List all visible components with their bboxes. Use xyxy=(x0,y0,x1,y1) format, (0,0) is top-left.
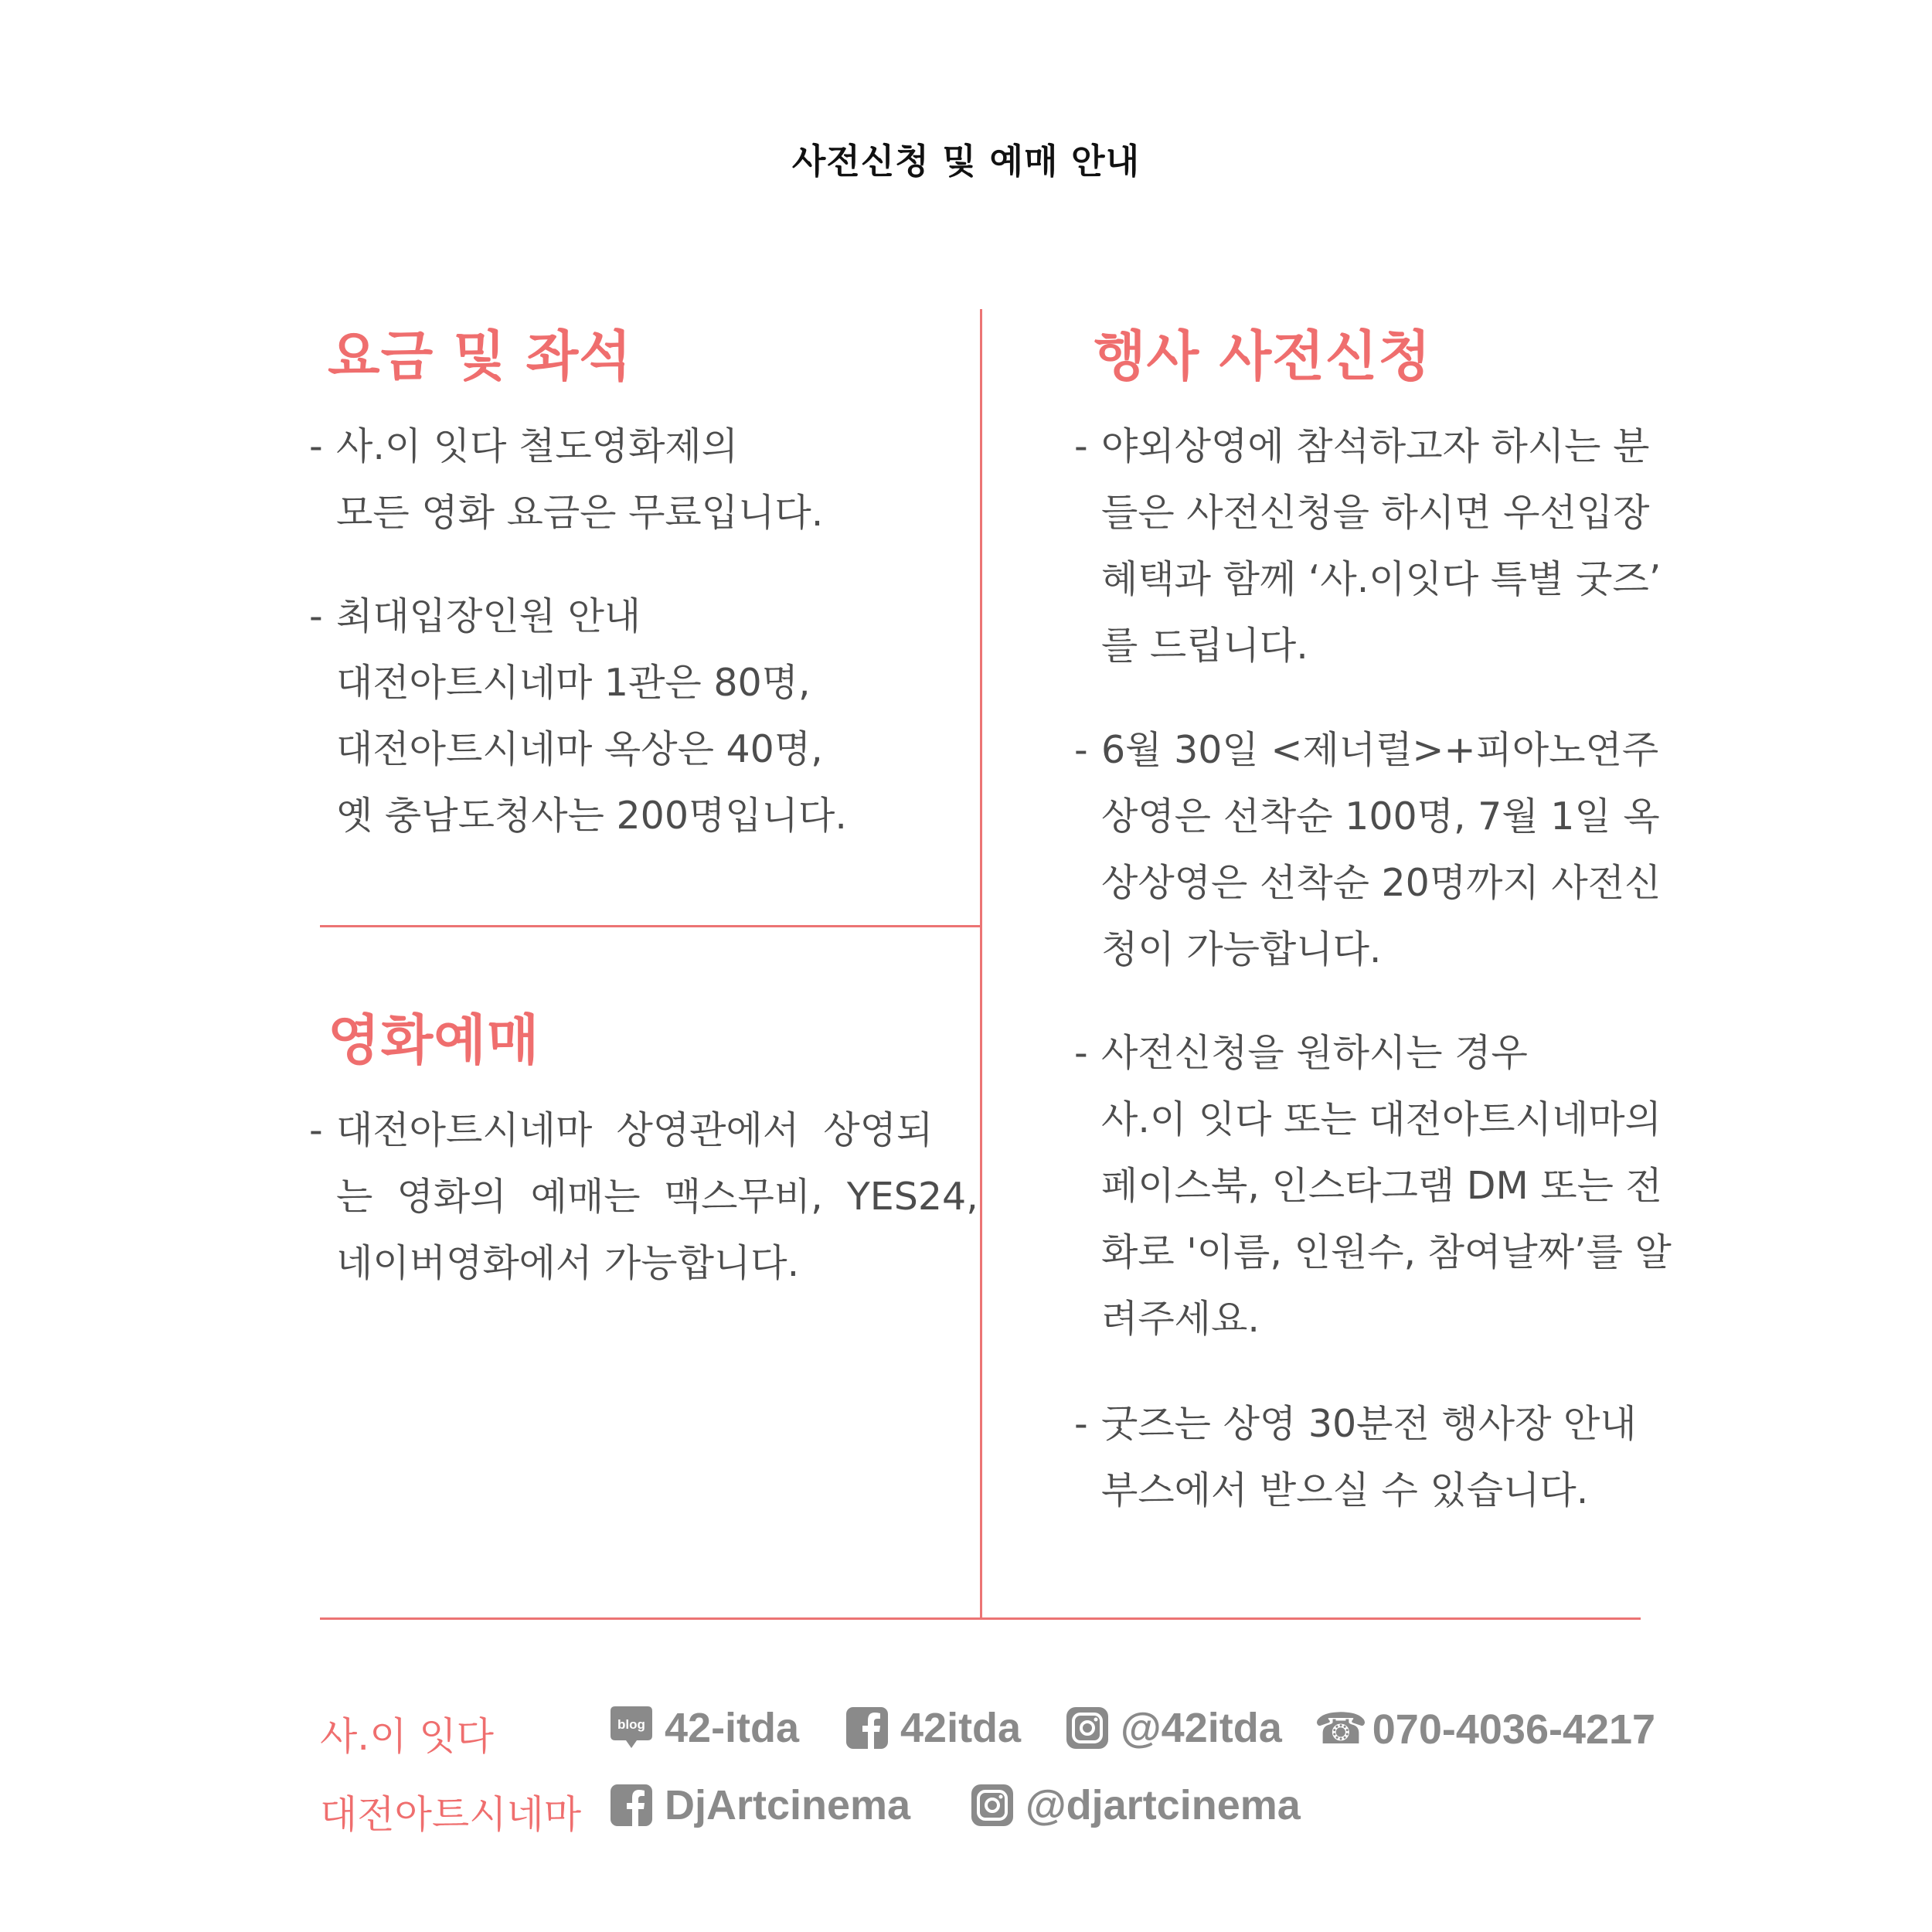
item-line: 를 드립니다. xyxy=(1101,624,1308,668)
item-line: 굿즈는 상영 30분전 행사장 안내 xyxy=(1101,1402,1637,1446)
org2-name: 대전아트시네마 xyxy=(320,1792,582,1837)
org2-facebook-link[interactable] xyxy=(609,1781,910,1829)
event-item-2 xyxy=(1074,717,1661,983)
event-item-3 xyxy=(1074,1020,1672,1352)
center-divider xyxy=(980,309,982,1619)
org1-phone[interactable] xyxy=(1314,1704,1655,1754)
item-dash: - xyxy=(309,424,323,468)
item-line: 6월 30일 <제너럴>+피아노연주 xyxy=(1101,728,1659,772)
contact-text: 42-itda xyxy=(665,1705,800,1751)
item-line: 부스에서 받으실 수 있습니다. xyxy=(1101,1468,1589,1512)
fees-item-1 xyxy=(309,413,823,546)
contact-text: 070-4036-4217 xyxy=(1372,1706,1656,1753)
item-line: 페이스북, 인스타그램 DM 또는 전 xyxy=(1101,1164,1662,1208)
item-line: 는 영화의 예매는 맥스무비, YES24, xyxy=(336,1175,978,1219)
event-item-1 xyxy=(1074,413,1661,679)
item-line: 상상영은 선착순 20명까지 사전신 xyxy=(1101,861,1662,905)
booking-heading: 영화예매 xyxy=(328,1009,540,1072)
blog-icon xyxy=(609,1705,654,1751)
bottom-divider xyxy=(320,1617,1641,1620)
item-line: 네이버영화에서 가능합니다. xyxy=(336,1241,800,1285)
item-line: 사.이 잇다 또는 대전아트시네마의 xyxy=(1101,1097,1662,1141)
item-line: 대전아트시네마 1관은 80명, xyxy=(336,661,811,705)
instagram-icon xyxy=(970,1782,1015,1828)
item-line: 옛 충남도청사는 200명입니다. xyxy=(336,794,847,838)
org1-blog-link[interactable] xyxy=(609,1704,799,1752)
phone-icon: ☎ xyxy=(1314,1704,1368,1754)
item-line: 화로 '이름, 인원수, 참여날짜’를 알 xyxy=(1101,1230,1672,1274)
item-line: 려주세요. xyxy=(1101,1297,1260,1341)
org1-name: 사.이 잇다 xyxy=(320,1714,494,1759)
event-heading: 행사 사전신청 xyxy=(1094,325,1432,388)
contact-text: @42itda xyxy=(1121,1705,1282,1751)
fees-heading: 요금 및 좌석 xyxy=(328,325,632,388)
item-dash: - xyxy=(1074,1031,1088,1075)
page-title: 사전신청 및 예매 안내 xyxy=(791,141,1141,182)
org1-facebook-link[interactable] xyxy=(845,1704,1021,1752)
item-dash: - xyxy=(309,1108,323,1152)
item-line: 모든 영화 요금은 무료입니다. xyxy=(336,491,824,535)
blog-badge-text: blog xyxy=(617,1717,645,1732)
event-item-4 xyxy=(1074,1391,1637,1524)
org1-instagram-link[interactable] xyxy=(1065,1704,1282,1752)
item-line: 사전신청을 원하시는 경우 xyxy=(1101,1031,1528,1075)
item-dash: - xyxy=(1074,424,1088,468)
item-line: 대전아트시네마 상영관에서 상영되 xyxy=(336,1108,934,1152)
facebook-icon xyxy=(609,1782,654,1828)
item-dash: - xyxy=(309,594,323,638)
facebook-icon xyxy=(845,1705,889,1751)
instagram-icon xyxy=(1065,1705,1110,1751)
item-line: 야외상영에 참석하고자 하시는 분 xyxy=(1101,424,1650,468)
contact-text: 42itda xyxy=(900,1705,1022,1751)
booking-item-1 xyxy=(309,1097,978,1297)
org2-instagram-link[interactable] xyxy=(970,1781,1301,1829)
item-line: 대전아트시네마 옥상은 40명, xyxy=(336,727,823,771)
fees-item-2 xyxy=(309,583,847,849)
section-divider xyxy=(320,925,982,927)
item-line: 들은 사전신청을 하시면 우선입장 xyxy=(1101,491,1650,535)
item-line: 최대입장인원 안내 xyxy=(336,594,641,638)
item-line: 사.이 잇다 철도영화제의 xyxy=(336,424,739,468)
item-line: 청이 가능합니다. xyxy=(1101,927,1382,971)
item-dash: - xyxy=(1074,1402,1088,1446)
item-line: 상영은 선착순 100명, 7월 1일 옥 xyxy=(1101,794,1660,838)
item-dash: - xyxy=(1074,728,1088,772)
item-line: 혜택과 함께 ‘사.이잇다 특별 굿즈’ xyxy=(1101,557,1662,601)
contact-text: DjArtcinema xyxy=(665,1782,911,1828)
contact-text: @djartcinema xyxy=(1026,1782,1301,1828)
